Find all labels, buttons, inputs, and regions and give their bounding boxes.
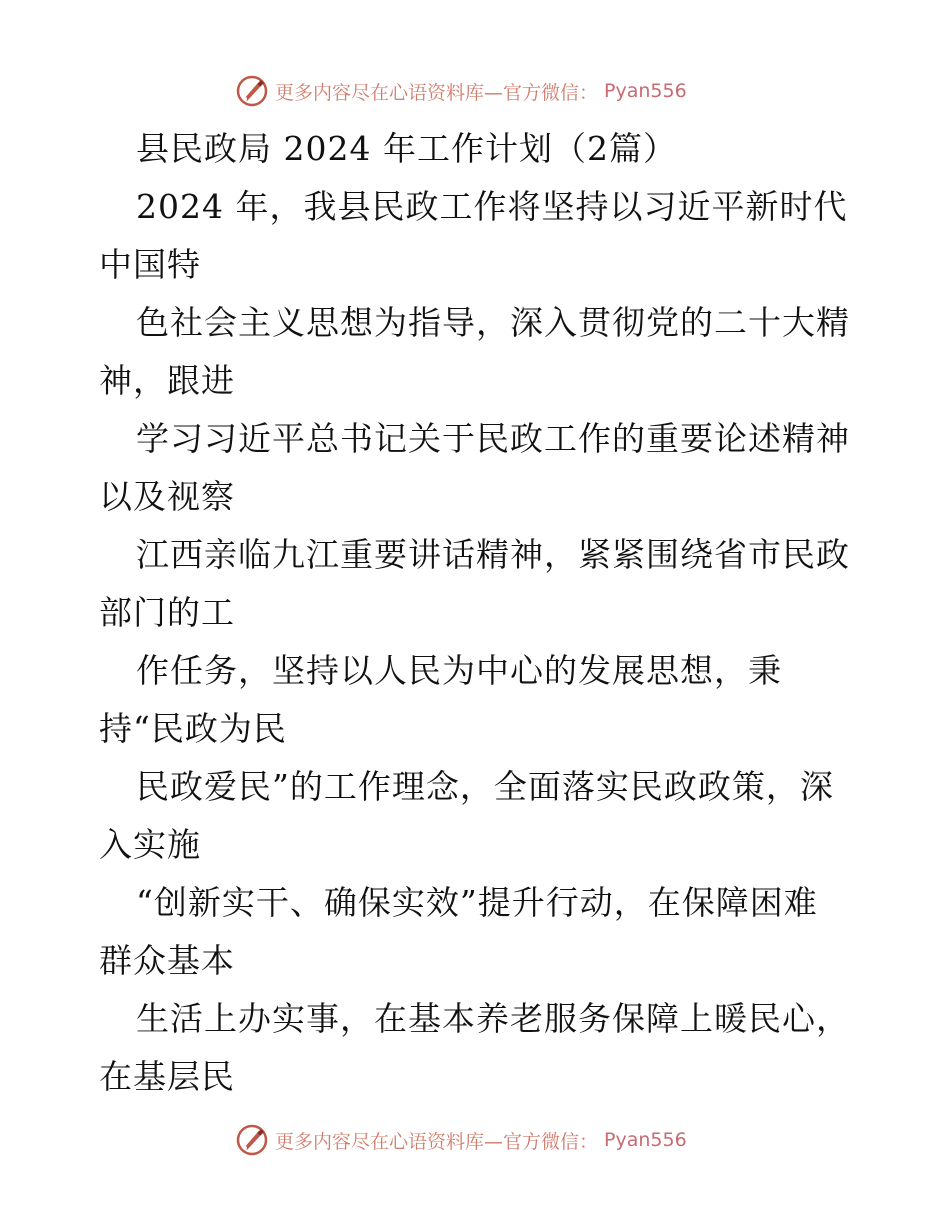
text-line: 入实施	[99, 825, 201, 864]
text-line: “创新实干、确保实效”提升行动，在保障困难	[136, 883, 818, 922]
text-line: 神，跟进	[99, 361, 235, 400]
pen-circle-logo-icon	[235, 1123, 269, 1157]
text-line: 作任务，坚持以人民为中心的发展思想，秉	[136, 651, 782, 690]
text-line: 学习习近平总书记关于民政工作的重要论述精神	[136, 419, 850, 458]
banner-text: 更多内容尽在心语资料库—官方微信：	[275, 81, 599, 104]
text-line: 以及视察	[99, 477, 235, 516]
banner-text: 更多内容尽在心语资料库—官方微信：	[275, 1130, 599, 1153]
wechat-id: Pyan556	[604, 80, 687, 102]
text-line: 江西亲临九江重要讲话精神，紧紧围绕省市民政	[136, 535, 850, 574]
text-line: 在基层民	[99, 1057, 235, 1096]
footer-banner	[235, 1120, 687, 1160]
text-line: 中国特	[99, 245, 201, 284]
text-line: 民政爱民”的工作理念，全面落实民政政策，深	[136, 767, 834, 806]
text-line: 生活上办实事，在基本养老服务保障上暖民心，	[136, 999, 850, 1038]
wechat-id: Pyan556	[604, 1129, 687, 1151]
document-title: 县民政局 2024 年工作计划（2篇）	[136, 129, 677, 168]
text-line: 色社会主义思想为指导，深入贯彻党的二十大精	[136, 303, 850, 342]
pen-circle-logo-icon	[235, 74, 269, 108]
text-line: 持“民政为民	[99, 709, 287, 748]
text-line: 部门的工	[99, 593, 235, 632]
text-line: 群众基本	[99, 941, 235, 980]
header-banner	[235, 71, 687, 111]
text-line: 2024 年，我县民政工作将坚持以习近平新时代	[136, 187, 848, 226]
